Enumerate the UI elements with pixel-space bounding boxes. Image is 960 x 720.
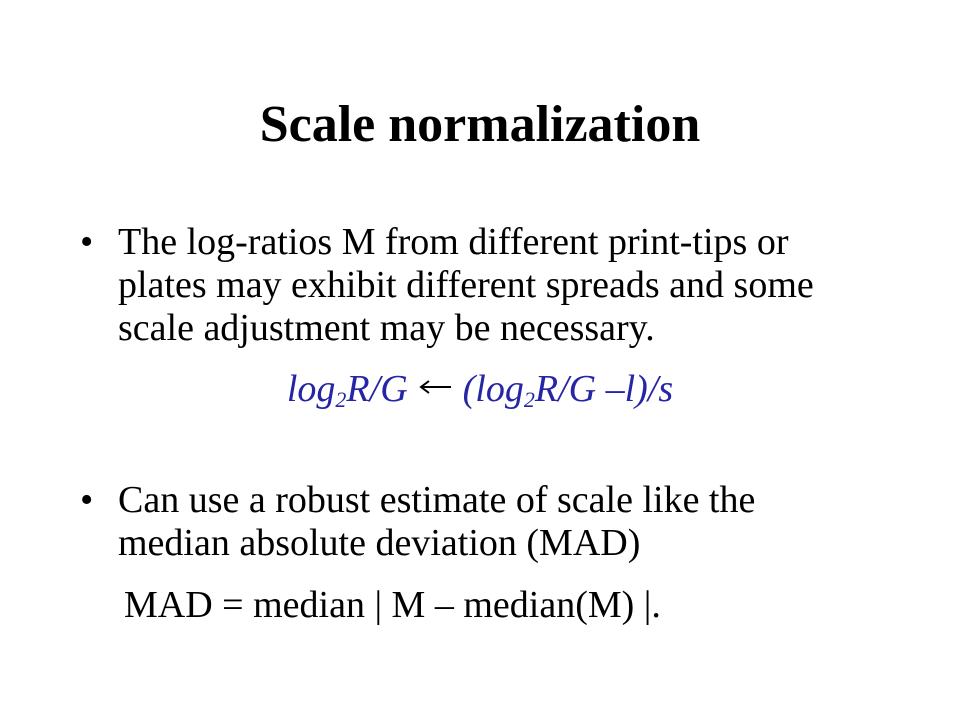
normalization-formula	[0, 367, 960, 411]
bullet-marker: •	[80, 479, 94, 521]
bullet-marker: •	[80, 221, 94, 263]
bullet-item	[80, 221, 870, 350]
bullet-text: Can use a robust estimate of scale like the median absolute deviation (MAD)	[118, 479, 756, 564]
bullet-text: The log-ratios M from different print-tips or plates may exhibit different spreads and some scale adjustment may be necessary.	[118, 221, 814, 349]
formula-rhs-open: (log	[462, 368, 524, 410]
bullet-item	[80, 479, 870, 565]
formula-rhs-rest: R/G –l)/s	[534, 368, 674, 410]
formula-lhs-log: log	[286, 368, 336, 410]
slide-title: Scale normalization	[259, 96, 701, 153]
mad-formula: MAD = median | M – median(M) |.	[124, 584, 661, 626]
left-arrow-icon	[418, 377, 452, 397]
formula-lhs-base: 2	[335, 387, 347, 412]
formula-rhs-base: 2	[523, 387, 535, 412]
formula-lhs-ratio: R/G	[346, 368, 408, 410]
